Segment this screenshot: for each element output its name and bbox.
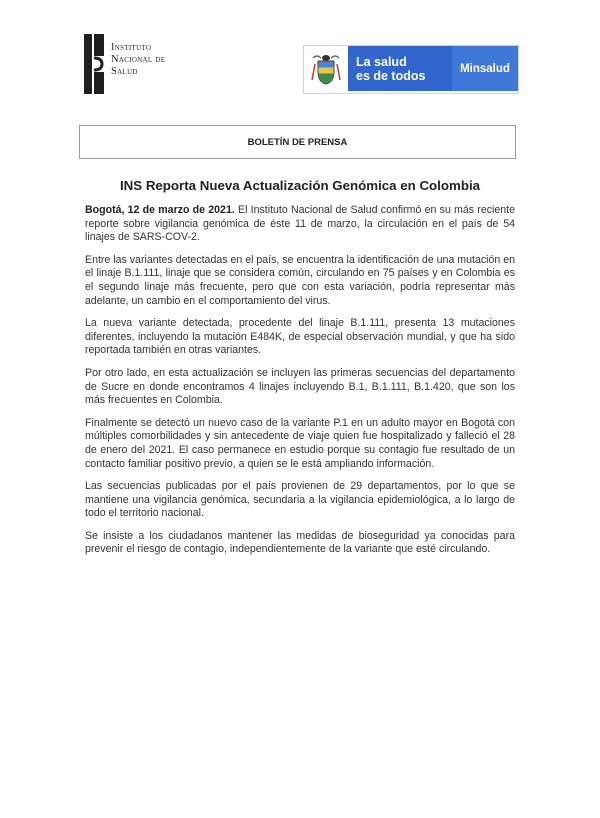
paragraph-1-text: El Instituto Nacional de Salud confirmó en su más reciente reporte sobre vigilancia genómica de éste 11 de marzo, la circulación en el país de 54 linajes de SARS-COV-2.: [85, 204, 515, 244]
ins-line-1: Instituto: [111, 42, 152, 53]
minsalud-slogan: [348, 46, 452, 91]
document-body: [85, 204, 515, 566]
paragraph-7: Se insiste a los ciudadanos mantener las medidas de bioseguridad ya conocidas para prevenir el riesgo de contagio, independientemente de la variante que esté circulando.: [85, 529, 515, 556]
ins-line-3: Salud: [111, 66, 138, 77]
slogan-line-1: La salud: [356, 55, 407, 69]
paragraph-4: Por otro lado, en esta actualización se incluyen las primeras secuencias del departamento de Sucre en donde encontramos 4 linajes incluyendo B.1, B.1.111, B.1.420, que son los más frecuentes en Colombia.: [85, 366, 515, 407]
ins-line-2: Nacional de: [111, 54, 166, 65]
paragraph-1: [85, 204, 515, 245]
ins-wordmark: [111, 42, 165, 94]
slogan-line-2: es de todos: [356, 69, 426, 83]
dateline: Bogotá, 12 de marzo de 2021.: [85, 204, 235, 216]
paragraph-5: Finalmente se detectó un nuevo caso de la variante P.1 en un adulto mayor en Bogotá con múltiples comorbilidades y sin antecedente de viaje quien fue hospitalizado y falleció el 28 de enero del 2021. El caso permanece en estudio porque su contagio fue resultado de un contacto familiar positivo previo, a quien se le está ampliando información.: [85, 416, 515, 470]
document-title: INS Reporta Nueva Actualización Genómica en Colombia: [119, 178, 481, 193]
ins-logo: [84, 34, 208, 94]
minsalud-logo: [303, 45, 519, 94]
press-release-label-box: [79, 125, 516, 159]
minsalud-brand: Minsalud: [452, 46, 518, 91]
ins-emblem-icon: [84, 34, 104, 94]
colombia-shield-icon: [304, 46, 348, 91]
paragraph-2: Entre las variantes detectadas en el país, se encuentra la identificación de una mutación en el linaje B.1.111, linaje que se considera común, circulando en 75 países y en Colombia es el segundo linaje más frecuente, pero que con esta variación, podría representar más adelante, un cambio en el comportamiento del virus.: [85, 253, 515, 307]
press-release-label: BOLETÍN DE PRENSA: [247, 136, 348, 148]
paragraph-6: Las secuencias publicadas por el país provienen de 29 departamentos, por lo que se mantiene una vigilancia genómica, secundaria a la vigilancia epidemiológica, a lo largo de todo el territorio nacional.: [85, 480, 515, 520]
paragraph-3: La nueva variante detectada, procedente del linaje B.1.111, presenta 13 mutaciones diferentes, incluyendo la mutación E484K, de especial observación mundial, y que ha sido reportada también en otras variantes.: [85, 317, 515, 357]
